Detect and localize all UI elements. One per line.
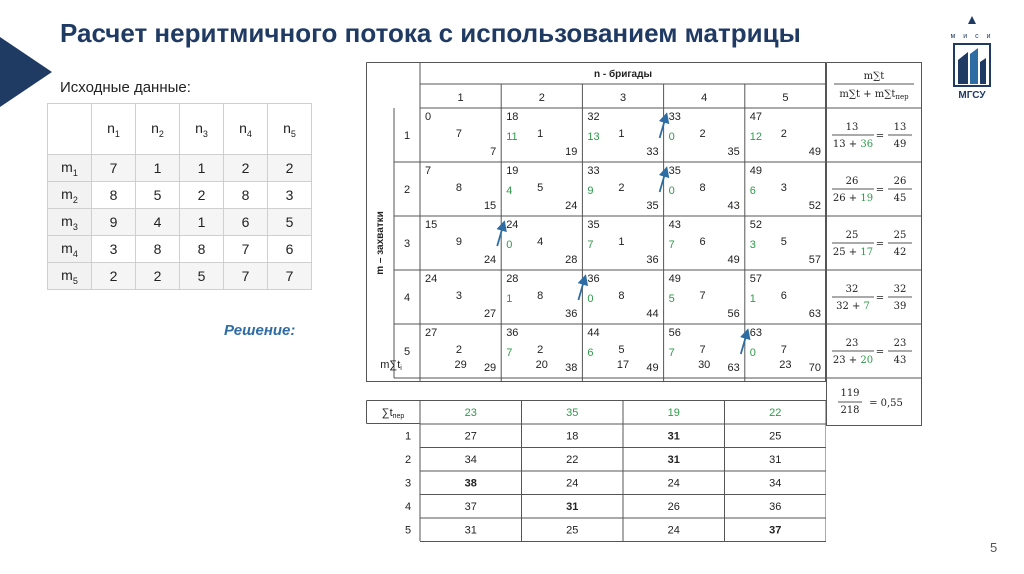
cell-duration: 3: [780, 182, 787, 194]
cell-end: 33: [646, 146, 659, 158]
sum-cell: 38: [464, 477, 477, 490]
sum-cell: 18: [566, 430, 579, 443]
cell-start: 32: [587, 111, 600, 123]
cell-end: 28: [565, 254, 578, 266]
formula-result-den: 39: [893, 301, 907, 312]
input-cell: 8: [92, 182, 136, 209]
input-col-header: $n_5$: [268, 104, 312, 155]
cell-end: 35: [727, 146, 740, 158]
cell-duration: 2: [537, 344, 544, 356]
matrix-col-number: 5: [782, 92, 789, 104]
row-index: 1: [404, 430, 412, 443]
matrix-col-number: 1: [457, 92, 464, 104]
matrix-row-number: 3: [403, 238, 411, 250]
cell-start: 57: [749, 273, 763, 285]
cell-end: 57: [808, 254, 821, 266]
cell-duration: 5: [537, 182, 544, 194]
cell-gap: 4: [506, 185, 513, 197]
sum-cell: 25: [769, 430, 782, 443]
svg-text:м и с и: м и с и: [950, 33, 994, 40]
sum-cell: 24: [667, 524, 680, 537]
cell-duration: 3: [455, 290, 463, 302]
cell-duration: 7: [699, 344, 706, 356]
input-row: [48, 155, 312, 182]
page-number: 5: [990, 540, 998, 555]
total-denominator: 218: [840, 405, 860, 416]
input-row: [48, 209, 312, 236]
cell-gap: 7: [506, 347, 513, 359]
cell-start: 36: [587, 273, 600, 285]
input-col-header: $n_1$: [92, 104, 136, 155]
cell-start: 7: [425, 165, 432, 177]
column-sum: 17: [616, 359, 630, 371]
matrix-col-number: 4: [701, 92, 708, 104]
cell-end: 36: [565, 308, 578, 320]
m-sections-header: m – захватки: [375, 211, 386, 275]
cell-end: 56: [727, 308, 740, 320]
cell-end: 36: [646, 254, 659, 266]
input-row-header: $m_4$: [48, 236, 92, 263]
column-sum: 30: [698, 359, 711, 371]
input-cell: 8: [224, 182, 268, 209]
formula-result-num: 25: [893, 230, 907, 241]
sum-cell: 31: [566, 501, 579, 513]
sum-cell: 34: [769, 477, 782, 490]
cell-duration: 4: [537, 236, 544, 248]
cell-end: 19: [565, 146, 578, 158]
cell-duration: 8: [537, 290, 544, 302]
equals-sign: =: [875, 347, 885, 358]
input-cell: 5: [180, 263, 224, 290]
cell-start: 33: [587, 165, 600, 177]
formula-header-num: m∑t: [863, 71, 885, 82]
cell-end: 63: [727, 362, 740, 374]
cell-duration: 5: [618, 344, 625, 356]
input-cell: 2: [268, 155, 312, 182]
cell-duration: 6: [780, 290, 787, 302]
total-result: = 0,55: [869, 398, 903, 409]
sum-cell: 25: [566, 524, 579, 537]
input-cell: 6: [268, 236, 312, 263]
sum-cell: 34: [464, 454, 477, 466]
input-cell: 2: [136, 263, 180, 290]
n-brigades-header: n - бригады: [593, 69, 653, 80]
input-cell: 2: [180, 182, 224, 209]
cell-start: 52: [749, 219, 763, 231]
cell-end: 63: [808, 308, 821, 320]
cell-end: 29: [483, 362, 497, 374]
cell-start: 35: [668, 165, 681, 177]
formula-denominator: 32 + 7: [836, 301, 870, 312]
cell-end: 15: [483, 200, 497, 212]
cell-end: 43: [727, 200, 740, 212]
page-title: Расчет неритмичного потока с использованием матрицы: [60, 18, 801, 48]
row-index: 5: [404, 524, 412, 537]
tper-value: 19: [667, 407, 680, 419]
formula-denominator: 25 + 17: [832, 247, 874, 258]
sum-cell: 31: [667, 454, 680, 466]
matrix-row-number: 5: [403, 346, 411, 358]
total-numerator: 119: [840, 388, 860, 399]
cell-duration: 5: [780, 236, 787, 248]
input-row-header: $m_2$: [48, 182, 92, 209]
cell-start: 47: [749, 111, 763, 123]
cell-gap: 0: [587, 293, 594, 305]
cell-duration: 8: [455, 182, 463, 194]
input-cell: 1: [136, 155, 180, 182]
cell-start: 27: [425, 327, 438, 339]
input-cell: 6: [224, 209, 268, 236]
input-cell: 5: [268, 209, 312, 236]
sum-cell: 26: [667, 501, 680, 513]
cell-start: 49: [749, 165, 763, 177]
cell-start: 44: [587, 327, 600, 339]
cell-duration: 2: [618, 182, 625, 194]
tper-row-label: ∑tпер: [381, 407, 405, 420]
cell-duration: 9: [455, 236, 463, 248]
input-cell: 4: [136, 209, 180, 236]
input-col-header: $n_2$: [136, 104, 180, 155]
critical-arrow: [660, 114, 667, 138]
matrix-row-number: 1: [403, 130, 411, 142]
formula-denominator: 26 + 19: [832, 193, 874, 204]
cell-start: 18: [506, 111, 519, 123]
tper-value: 22: [769, 407, 782, 419]
corner-cell: [48, 104, 92, 155]
formula-numerator: 26: [845, 176, 859, 187]
cell-end: 38: [565, 362, 578, 374]
formula-numerator: 23: [845, 338, 859, 349]
cell-start: 15: [425, 219, 438, 231]
input-cell: 7: [224, 236, 268, 263]
cell-start: 35: [587, 219, 600, 231]
cell-end: 7: [490, 146, 497, 158]
matrix-row-number: 4: [403, 292, 411, 304]
input-cell: 2: [92, 263, 136, 290]
cell-gap: 3: [749, 239, 756, 251]
cell-start: 43: [668, 219, 681, 231]
sum-cell: 24: [667, 477, 680, 490]
cell-end: 24: [483, 254, 497, 266]
sum-cell: 31: [667, 430, 680, 443]
sum-comparison-table: [366, 400, 826, 542]
formula-denominator: 13 + 36: [832, 139, 874, 150]
cell-end: 49: [646, 362, 659, 374]
matrix-col-number: 3: [619, 92, 627, 104]
cell-gap: 0: [668, 185, 675, 197]
cell-start: 36: [506, 327, 519, 339]
input-cell: 2: [224, 155, 268, 182]
sum-cell: 27: [464, 430, 477, 443]
equals-sign: =: [875, 293, 885, 304]
input-cell: 1: [180, 209, 224, 236]
formula-numerator: 32: [845, 284, 859, 295]
cell-gap: 12: [749, 131, 763, 143]
column-sum: 29: [454, 359, 467, 371]
cell-end: 70: [808, 362, 821, 374]
cell-gap: 5: [668, 293, 675, 305]
sum-cell: 31: [464, 524, 477, 537]
formula-denominator: 23 + 20: [832, 355, 874, 366]
solution-label: Решение:: [224, 322, 296, 339]
cell-start: 49: [668, 273, 681, 285]
sum-cell: 22: [566, 454, 579, 466]
cell-gap: 13: [587, 131, 600, 143]
critical-arrow: [660, 168, 667, 192]
cell-end: 44: [646, 308, 659, 320]
cell-duration: 1: [618, 128, 625, 140]
input-cell: 3: [92, 236, 136, 263]
cell-duration: 2: [455, 344, 463, 356]
formula-result-num: 26: [893, 176, 907, 187]
cell-gap: 7: [587, 239, 594, 251]
cell-duration: 8: [618, 290, 625, 302]
cell-start: 28: [506, 273, 519, 285]
input-cell: 8: [136, 236, 180, 263]
cell-duration: 1: [618, 236, 625, 248]
row-index: 2: [404, 454, 412, 466]
input-row-header: $m_3$: [48, 209, 92, 236]
flow-matrix: [366, 62, 826, 382]
input-row: [48, 236, 312, 263]
column-sum: 20: [535, 359, 548, 371]
sum-cell: 37: [769, 524, 782, 537]
cell-duration: 8: [699, 182, 706, 194]
mgsu-logo: [942, 16, 1002, 106]
cell-duration: 6: [699, 236, 706, 248]
matrix-col-number: 2: [538, 92, 545, 104]
formula-numerator: 13: [845, 122, 859, 133]
formula-result-den: 43: [893, 355, 907, 366]
formula-result-num: 23: [893, 338, 907, 349]
cell-start: 24: [506, 219, 519, 231]
row-index: 4: [404, 501, 412, 513]
sum-cell: 31: [769, 454, 782, 466]
cell-start: 19: [506, 165, 519, 177]
input-row-header: $m_1$: [48, 155, 92, 182]
input-cell: 7: [92, 155, 136, 182]
input-cell: 5: [136, 182, 180, 209]
formula-result-den: 42: [893, 247, 907, 258]
cell-gap: 7: [668, 347, 675, 359]
input-cell: 1: [180, 155, 224, 182]
input-cell: 9: [92, 209, 136, 236]
cell-end: 49: [808, 146, 821, 158]
input-cell: 8: [180, 236, 224, 263]
title-accent-triangle: [0, 37, 52, 107]
input-col-header: $n_4$: [224, 104, 268, 155]
cell-duration: 1: [537, 128, 544, 140]
formula-result-den: 49: [893, 139, 907, 150]
cell-duration: 7: [455, 128, 463, 140]
sum-row-label: m∑ti: [380, 359, 402, 372]
cell-gap: 11: [506, 131, 518, 143]
cell-end: 24: [565, 200, 578, 212]
input-col-header: $n_3$: [180, 104, 224, 155]
cell-gap: 1: [506, 293, 513, 305]
cell-start: 63: [749, 327, 763, 339]
input-row-header: $m_5$: [48, 263, 92, 290]
formula-column: [826, 62, 922, 426]
equals-sign: =: [875, 185, 885, 196]
cell-gap: 0: [668, 131, 675, 143]
cell-gap: 0: [749, 347, 756, 359]
input-cell: 3: [268, 182, 312, 209]
svg-text:МГСУ: МГСУ: [958, 90, 986, 101]
formula-result-num: 13: [893, 122, 907, 133]
cell-start: 0: [425, 111, 432, 123]
cell-gap: 1: [749, 293, 756, 305]
cell-gap: 9: [587, 185, 594, 197]
cell-duration: 2: [780, 128, 787, 140]
sum-cell: 37: [464, 501, 477, 513]
cell-duration: 7: [780, 344, 787, 356]
given-data-label: Исходные данные:: [60, 79, 191, 96]
sum-cell: 36: [769, 501, 782, 513]
equals-sign: =: [875, 131, 885, 142]
formula-header-den: $m\sum t + m\sum t_{пер}$: [839, 89, 909, 101]
input-cell: 7: [224, 263, 268, 290]
cell-end: 49: [727, 254, 740, 266]
sum-cell: 24: [566, 477, 579, 490]
cell-gap: 6: [587, 347, 594, 359]
input-row: [48, 182, 312, 209]
cell-start: 24: [425, 273, 438, 285]
cell-gap: 0: [506, 239, 513, 251]
cell-duration: 2: [699, 128, 706, 140]
input-row: [48, 263, 312, 290]
row-index: 3: [404, 477, 412, 490]
cell-start: 33: [668, 111, 681, 123]
cell-gap: 7: [668, 239, 675, 251]
input-cell: 7: [268, 263, 312, 290]
cell-gap: 6: [749, 185, 756, 197]
column-sum: 23: [779, 359, 792, 371]
cell-end: 52: [808, 200, 821, 212]
formula-numerator: 25: [845, 230, 859, 241]
cell-start: 56: [668, 327, 681, 339]
cell-end: 35: [646, 200, 659, 212]
equals-sign: =: [875, 239, 885, 250]
formula-result-num: 32: [893, 284, 907, 295]
tper-value: 35: [566, 407, 579, 419]
input-data-table: [47, 103, 312, 290]
matrix-row-number: 2: [403, 184, 411, 196]
cell-end: 27: [483, 308, 497, 320]
formula-result-den: 45: [893, 193, 907, 204]
tper-value: 23: [464, 407, 477, 419]
cell-duration: 7: [699, 290, 706, 302]
